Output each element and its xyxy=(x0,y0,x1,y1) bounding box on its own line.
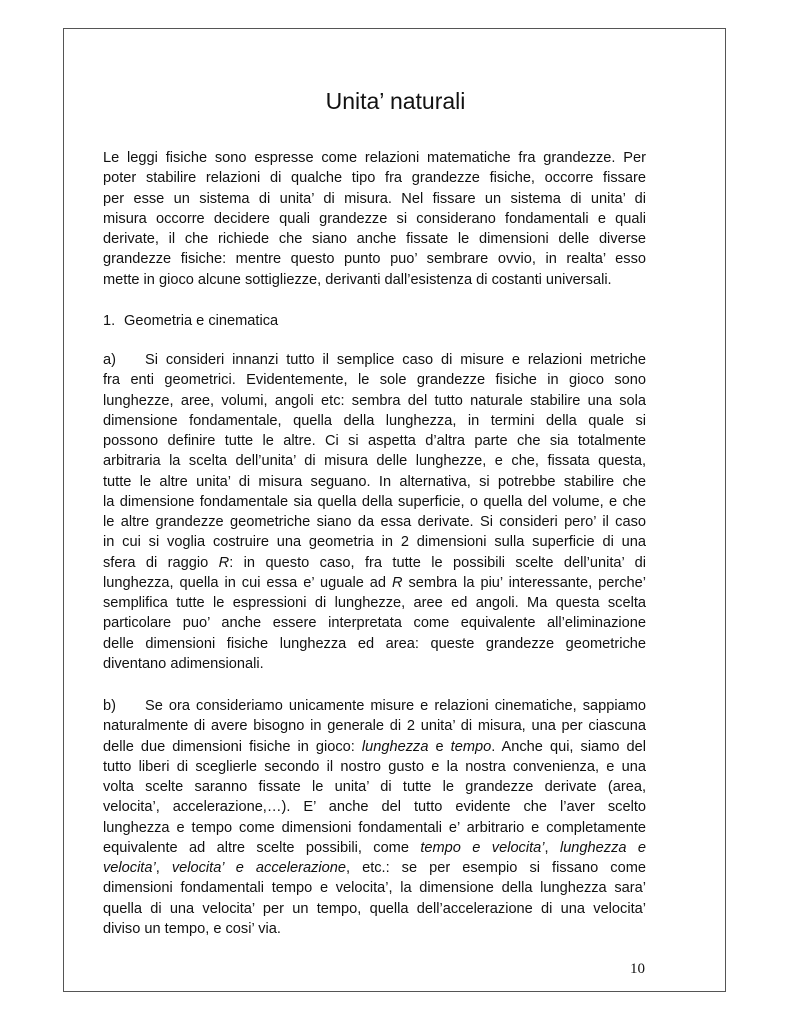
text-segment: la dimensione fondamentale sia quella della superficie, o quella del volume, e che xyxy=(103,493,646,510)
intro-paragraph xyxy=(103,148,646,290)
text-segment: per esse un sistema di unita’ di misura. Nel fissare un sistema di unita’ di xyxy=(103,190,646,207)
italic-text: tempo e velocita’ xyxy=(420,839,545,856)
paragraph-label: a) xyxy=(103,352,116,368)
text-segment: diventano adimensionali. xyxy=(103,655,264,672)
section-title: Geometria e cinematica xyxy=(124,313,279,329)
text-line xyxy=(103,797,646,817)
text-segment: possono definire tutte le altre. Ci si aspetta d’altra parte che sia totalmente xyxy=(103,433,646,449)
text-line xyxy=(103,737,646,757)
text-line xyxy=(103,370,646,390)
italic-text: R xyxy=(391,574,403,591)
text-segment: , etc.: se per esempio si fissano come xyxy=(345,860,646,876)
text-line xyxy=(103,350,646,370)
text-line xyxy=(103,878,646,898)
text-line xyxy=(103,492,646,512)
text-segment: le altre grandezze geometriche siano da essa derivate. Si consideri pero’ il caso xyxy=(103,514,646,530)
text-line xyxy=(103,451,646,471)
text-segment: tutto liberi di sceglierle secondo il nostro gusto e la nostra convenienza, e una xyxy=(103,758,646,775)
text-line xyxy=(103,189,646,209)
text-segment: misura occorre decidere quali grandezze si considerano fondamentali e quali xyxy=(103,210,646,227)
text-line xyxy=(103,634,646,654)
text-segment: sfera di raggio xyxy=(103,554,219,571)
text-line xyxy=(103,411,646,431)
text-segment: naturalmente di avere bisogno in generale di 2 unita’ di misura, una per ciascuna xyxy=(103,718,646,735)
text-segment: , xyxy=(155,860,172,876)
text-line xyxy=(103,249,646,269)
text-line xyxy=(103,573,646,593)
text-line xyxy=(103,716,646,736)
paragraph-label: b) xyxy=(103,698,116,714)
section-number: 1. xyxy=(103,313,116,329)
text-line xyxy=(103,270,646,290)
text-line xyxy=(103,431,646,451)
text-line xyxy=(103,472,646,492)
text-line xyxy=(103,613,646,633)
text-segment: : in questo caso, fra tutte le possibili scelte dell’unita’ di xyxy=(229,554,646,571)
text-segment: , xyxy=(544,839,560,856)
text-segment: quella di una velocita’ per un tempo, quella dell’accelerazione di una velocita’ xyxy=(103,900,646,917)
italic-text: velocita’ xyxy=(103,860,156,876)
text-segment: in cui si voglia costruire una geometria in 2 dimensioni sulla superficie di una xyxy=(103,534,646,551)
text-line xyxy=(103,654,646,674)
text-line xyxy=(103,229,646,249)
text-line xyxy=(103,532,646,552)
text-line xyxy=(103,209,646,229)
text-line xyxy=(103,593,646,613)
text-line xyxy=(103,391,646,411)
text-segment: tutte le altre unita’ di misura seguano. In alternativa, si potrebbe stabilire che xyxy=(103,473,646,490)
italic-text: velocita’ e accelerazione xyxy=(171,860,346,876)
italic-text: lunghezza xyxy=(361,738,429,755)
text-segment: arbitraria la scelta dell’unita’ di misura delle lunghezze, e che, fissata questa, xyxy=(103,453,646,470)
text-segment: diviso un tempo, e cosi’ via. xyxy=(103,920,281,937)
text-segment: lunghezze, aree, volumi, angoli etc: sembra del tutto naturale stabilire una sola xyxy=(103,392,646,409)
text-segment: volta scelte saranno fissate le unita’ di tutte le grandezze derivate (area, xyxy=(103,779,646,795)
section-heading xyxy=(103,311,278,331)
text-segment: sembra la piu’ interessante, perche’ xyxy=(402,574,646,591)
text-line xyxy=(103,168,646,188)
text-segment: Si consideri innanzi tutto il semplice caso di misure e relazioni metriche xyxy=(145,352,646,368)
text-line xyxy=(103,148,646,168)
text-line xyxy=(103,777,646,797)
text-line xyxy=(103,919,646,939)
text-segment: velocita’, accelerazione,…). E’ anche del tutto evidente che l’aver scelto xyxy=(103,799,646,816)
page-number: 10 xyxy=(630,961,645,977)
text-segment: lunghezza e tempo come dimensioni fondamentali e’ arbitrario e completamente xyxy=(103,819,646,836)
page-title: Unita’ naturali xyxy=(325,88,466,114)
italic-text: R xyxy=(218,554,230,571)
text-segment: delle due dimensioni fisiche in gioco: xyxy=(103,738,362,755)
text-segment: dimensione fondamentale, quella della lunghezza, in termini della quale si xyxy=(103,412,646,429)
text-line xyxy=(103,512,646,532)
italic-text: lunghezza e xyxy=(559,839,646,856)
text-segment: particolare puo’ anche essere interpretata come equivalente all’eliminazione xyxy=(103,615,646,632)
text-segment: e xyxy=(428,738,451,755)
italic-text: tempo xyxy=(450,738,492,755)
paragraph-b xyxy=(103,696,646,939)
text-segment: lunghezza, quella in cui essa e’ uguale ad xyxy=(103,574,392,591)
paragraph-a xyxy=(103,350,646,674)
text-line xyxy=(103,838,646,858)
text-line xyxy=(103,818,646,838)
text-segment: semplifica tutte le espressioni di lunghezze, aree ed angoli. Ma questa scelta xyxy=(103,595,646,611)
text-segment: equivalente ad altre scelte possibili, come xyxy=(103,839,421,856)
text-segment: derivate, il che richiede che siano anche fissate le dimensioni delle diverse xyxy=(103,231,646,247)
text-segment: poter stabilire relazioni di qualche tipo fra grandezze fisiche, occorre fissare xyxy=(103,170,646,187)
text-segment: fra enti geometrici. Evidentemente, le sole grandezze fisiche in gioco sono xyxy=(103,372,646,389)
text-segment: Se ora consideriamo unicamente misure e relazioni cinematiche, sappiamo xyxy=(145,698,646,714)
text-segment: . Anche qui, siamo del xyxy=(491,738,646,755)
text-segment: mette in gioco alcune sottigliezze, derivanti dall’esistenza di costanti universali. xyxy=(103,271,612,288)
text-line xyxy=(103,858,646,878)
text-segment: Le leggi fisiche sono espresse come relazioni matematiche fra grandezze. Per xyxy=(103,150,646,166)
text-line xyxy=(103,899,646,919)
text-line xyxy=(103,696,646,716)
text-segment: grandezze fisiche: mentre questo punto puo’ sembrare ovvio, in realta’ esso xyxy=(103,251,646,268)
text-segment: dimensioni fondamentali tempo e velocita’, la dimensione della lunghezza sara’ xyxy=(103,880,646,897)
text-line xyxy=(103,553,646,573)
text-segment: delle dimensioni fisiche lunghezza ed area: queste grandezze geometriche xyxy=(103,635,646,652)
text-line xyxy=(103,757,646,777)
